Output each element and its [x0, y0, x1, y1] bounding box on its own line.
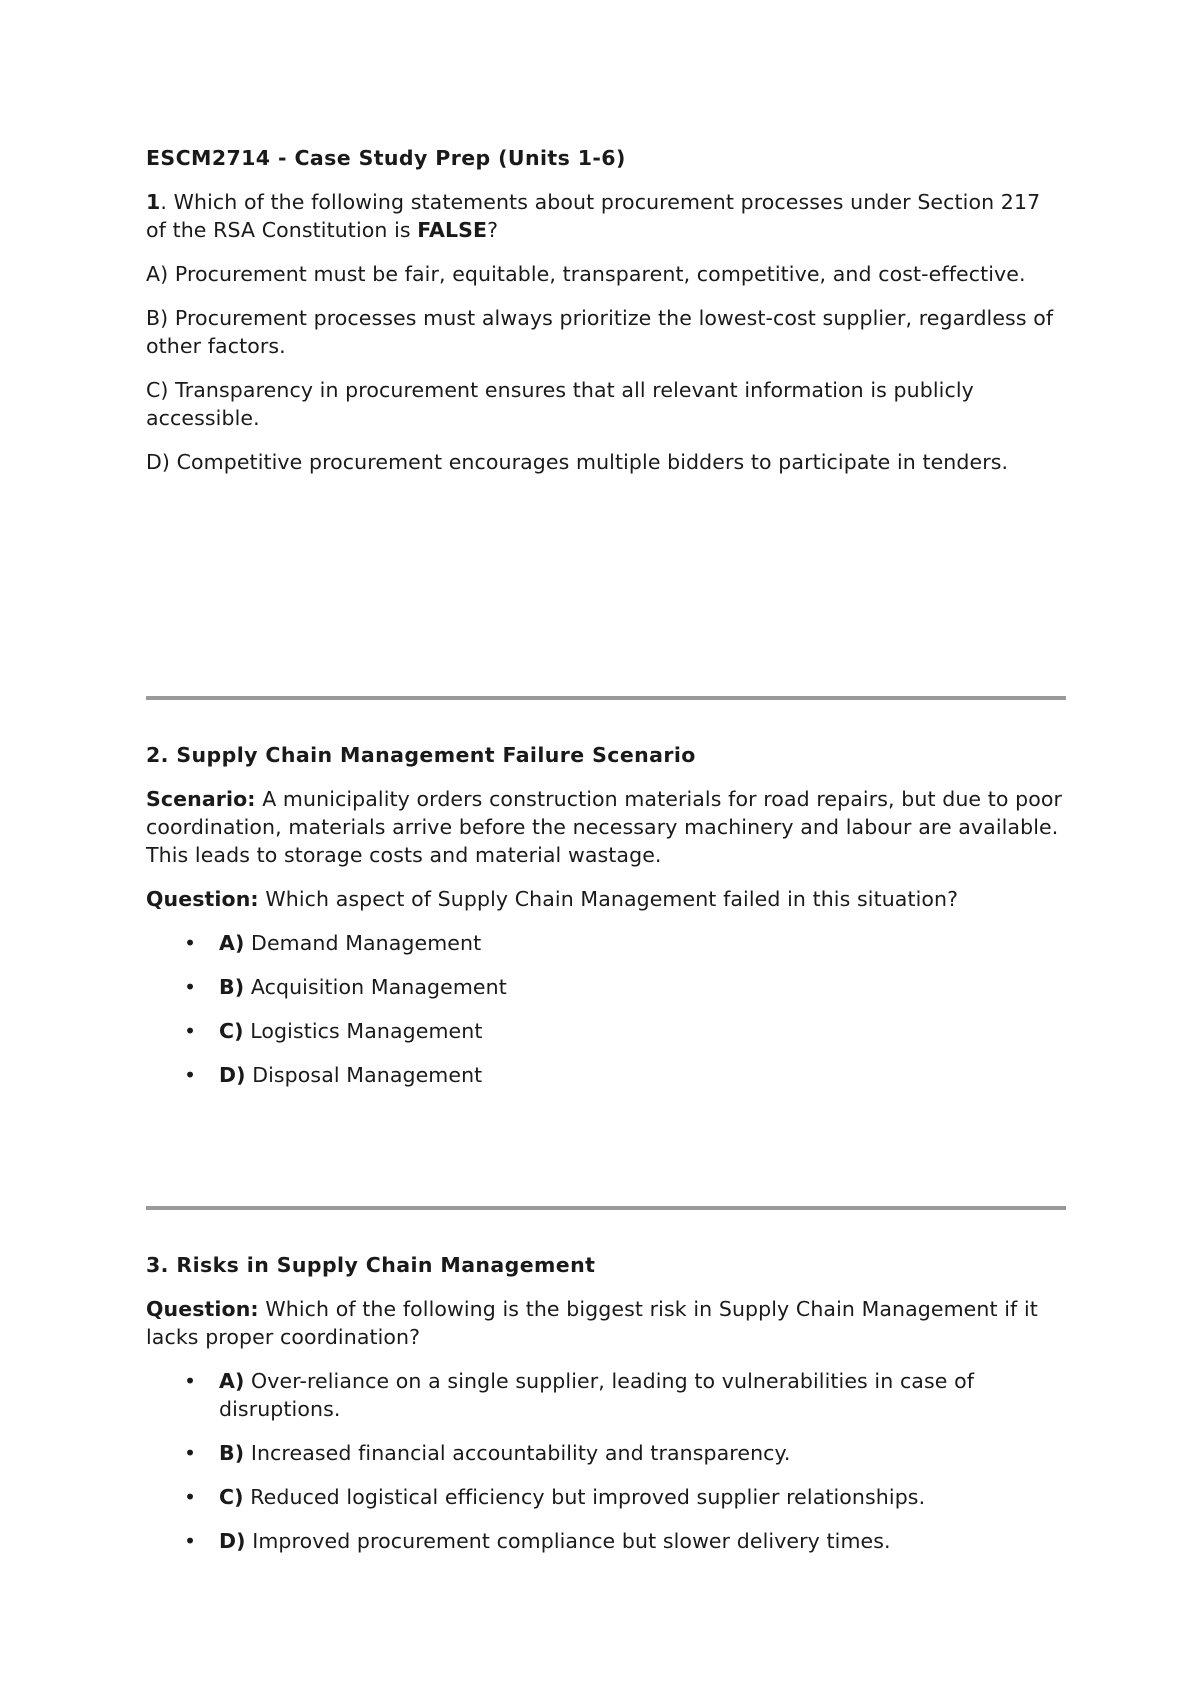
bullet-icon: •: [184, 1441, 197, 1465]
question-label: Question:: [146, 1297, 259, 1321]
section-divider: [146, 696, 1066, 700]
question-1-number: 1: [146, 190, 161, 214]
document-title: ESCM2714 - Case Study Prep (Units 1-6): [146, 146, 626, 170]
bullet-icon: •: [184, 1063, 197, 1087]
question-1-option-d: D) Competitive procurement encourages multiple bidders to participate in tenders.: [146, 450, 1009, 474]
question-1-option-b: B) Procurement processes must always prioritize the lowest-cost supplier, regardless of other factors.: [146, 306, 1054, 358]
question-3-heading: 3. Risks in Supply Chain Management: [146, 1253, 596, 1277]
list-item: • C) Logistics Management: [184, 1019, 483, 1043]
bullet-icon: •: [184, 1019, 197, 1043]
bullet-icon: •: [184, 1369, 197, 1393]
question-2-heading: 2. Supply Chain Management Failure Scenario: [146, 743, 696, 767]
question-3-options: [146, 1367, 1066, 1555]
list-item: • D) Disposal Management: [184, 1063, 483, 1087]
question-1-option-a: A) Procurement must be fair, equitable, transparent, competitive, and cost-effective.: [146, 262, 1026, 286]
question-2-options: [146, 929, 1066, 1089]
question-label: Question:: [146, 887, 259, 911]
bullet-icon: •: [184, 1485, 197, 1509]
false-emphasis: FALSE: [417, 218, 488, 242]
question-1-option-c: C) Transparency in procurement ensures that all relevant information is publicly accessible.: [146, 378, 974, 430]
bullet-icon: •: [184, 975, 197, 999]
section-divider: [146, 1206, 1066, 1210]
scenario-label: Scenario:: [146, 787, 256, 811]
question-2-section: [146, 741, 1066, 1089]
question-3-prompt: Question: Which of the following is the biggest risk in Supply Chain Management if it lacks proper coordination?: [146, 1297, 1038, 1349]
question-2-prompt: Question: Which aspect of Supply Chain Management failed in this situation?: [146, 887, 959, 911]
bullet-icon: •: [184, 1529, 197, 1553]
list-item: • A) Over-reliance on a single supplier, leading to vulnerabilities in case of disruptions.: [184, 1369, 975, 1421]
question-3-section: [146, 1251, 1066, 1555]
bullet-icon: •: [184, 931, 197, 955]
question-1-section: [146, 144, 1066, 476]
list-item: • B) Acquisition Management: [184, 975, 507, 999]
scenario-paragraph: Scenario: A municipality orders construction materials for road repairs, but due to poor coordination, materials arrive before the necessary machinery and labour are available. This leads to storage costs and material wastage.: [146, 787, 1063, 867]
list-item: • C) Reduced logistical efficiency but improved supplier relationships.: [184, 1485, 926, 1509]
list-item: • B) Increased financial accountability and transparency.: [184, 1441, 791, 1465]
question-1-text: 1. Which of the following statements about procurement processes under Section 217 of the RSA Constitution is FALSE?: [146, 190, 1041, 242]
list-item: • A) Demand Management: [184, 931, 482, 955]
list-item: • D) Improved procurement compliance but slower delivery times.: [184, 1529, 891, 1553]
